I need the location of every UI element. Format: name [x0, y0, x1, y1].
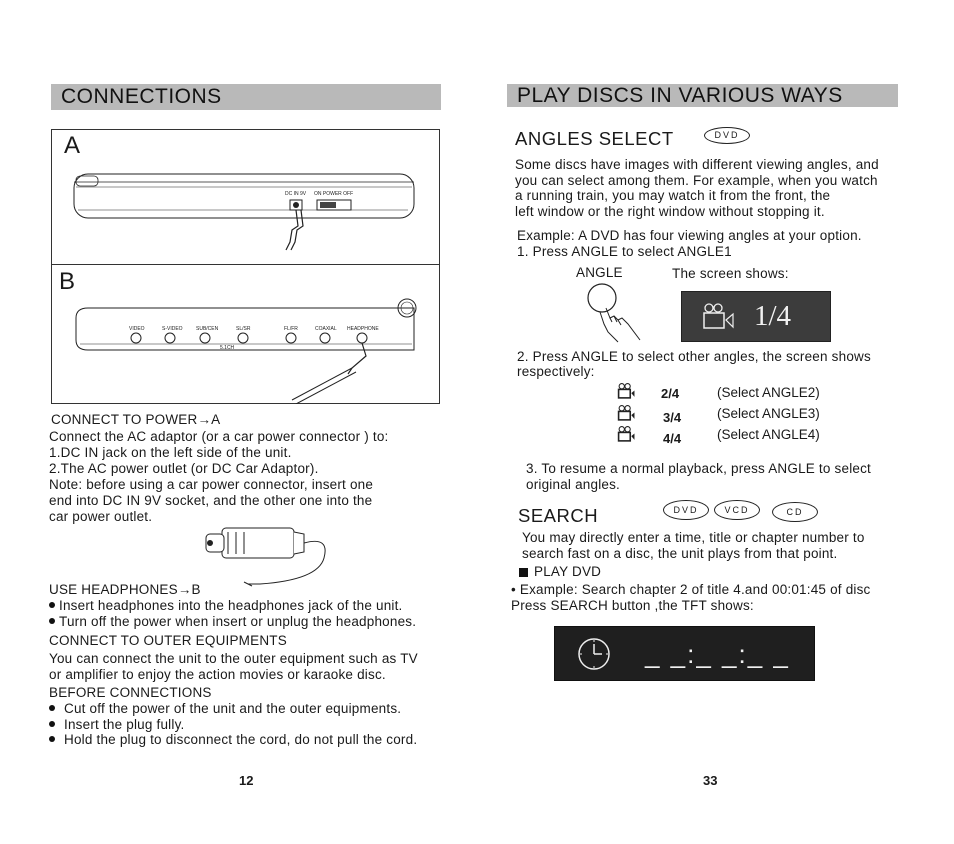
power-line-4: Note: before using a car power connector, insert one — [49, 477, 374, 492]
bullet-icon — [49, 602, 55, 608]
play-discs-header-text: PLAY DISCS IN VARIOUS WAYS — [517, 84, 843, 107]
angle-button-label: ANGLE — [576, 265, 623, 280]
camera-icon — [617, 382, 635, 400]
panel-b-letter: B — [59, 268, 76, 295]
vcd-badge: VCD — [714, 500, 760, 520]
headphones-bullet-1-text: Insert headphones into the headphones jack of the unit. — [59, 598, 403, 613]
angle-button-icon — [588, 284, 616, 312]
dvd-badge: DVD — [663, 500, 709, 520]
angles-intro-1: Some discs have images with different viewing angles, and — [515, 157, 879, 172]
angles-intro-2: you can select among them. For example, when you watch — [515, 173, 878, 188]
angles-intro-4: left window or the right window without stopping it. — [515, 204, 825, 219]
power-title-suffix: A — [211, 412, 221, 427]
before-bullet-2 — [49, 717, 184, 733]
headphones-section-title — [49, 582, 201, 598]
power-title-text: CONNECT TO POWER — [51, 412, 198, 427]
tft-search-display — [554, 626, 815, 681]
angle-row-value: 4/4 — [663, 431, 682, 446]
angle-row — [617, 425, 847, 445]
outer-section-title: CONNECT TO OUTER EQUIPMENTS — [49, 633, 287, 648]
example-line-1: Example: A DVD has four viewing angles at your option. — [517, 228, 862, 243]
port-label-slsr: SL/SR — [236, 326, 251, 332]
dc-in-label: DC IN 9V — [285, 191, 307, 197]
angle-row — [617, 404, 847, 424]
port-label-headphone: HEADPHONE — [347, 326, 379, 332]
camera-icon — [617, 404, 635, 422]
angle-screen-value: 1/4 — [754, 300, 792, 332]
angle-row-value: 3/4 — [663, 410, 682, 425]
play-dvd-text: PLAY DVD — [534, 564, 602, 579]
power-line-2: 1.DC IN jack on the left side of the unit. — [49, 445, 292, 460]
step2-line-1: 2. Press ANGLE to select other angles, the screen shows — [517, 349, 871, 364]
angle-row-desc: (Select ANGLE4) — [717, 427, 820, 442]
power-line-3: 2.The AC power outlet (or DC Car Adaptor). — [49, 461, 319, 476]
angles-intro-3: a running train, you may watch it from the front, the — [515, 188, 831, 203]
connections-header — [51, 84, 441, 110]
bullet-icon: • — [511, 582, 520, 597]
angle-row-desc: (Select ANGLE2) — [717, 385, 820, 400]
right-page-number: 33 — [703, 773, 718, 788]
bullet-icon — [49, 721, 55, 727]
outer-line-2: or amplifier to enjoy the action movies or karaoke disc. — [49, 667, 386, 682]
before-bullet-1 — [49, 701, 401, 717]
power-section-title — [51, 412, 220, 428]
square-bullet-icon — [519, 568, 528, 577]
angle-button-press-drawing — [584, 282, 656, 344]
search-line-1: You may directly enter a time, title or chapter number to — [522, 530, 865, 545]
step3-line-1: 3. To resume a normal playback, press ANGLE to select — [526, 461, 872, 476]
device-side-a-drawing — [52, 130, 439, 263]
search-line-2: search fast on a disc, the unit plays from that point. — [522, 546, 838, 561]
before-section-title: BEFORE CONNECTIONS — [49, 685, 212, 700]
power-line-6: car power outlet. — [49, 509, 153, 524]
step2-line-2: respectively: — [517, 364, 595, 379]
headphones-bullet-2-text: Turn off the power when insert or unplug the headphones. — [59, 614, 417, 629]
before-bullet-3 — [49, 732, 417, 748]
search-example-2: Press SEARCH button ,the TFT shows: — [511, 598, 754, 613]
outer-line-1: You can connect the unit to the outer equipment such as TV — [49, 651, 418, 666]
angles-section-title: ANGLES SELECT — [515, 128, 674, 149]
panel-a-letter: A — [64, 132, 81, 159]
port-labels — [129, 326, 379, 351]
device-side-b-drawing — [52, 264, 439, 404]
angle-row-value: 2/4 — [661, 386, 680, 401]
port-label-coaxial: COAXIAL — [315, 326, 337, 332]
power-line-5: end into DC IN 9V socket, and the other one into the — [49, 493, 373, 508]
port-label-flfr: FL/FR — [284, 326, 298, 332]
clock-icon — [577, 637, 611, 671]
dvd-badge: DVD — [704, 127, 750, 144]
port-label-svideo: S-VIDEO — [162, 326, 183, 332]
example-line-2: 1. Press ANGLE to select ANGLE1 — [517, 244, 732, 259]
angle-screen-display — [681, 291, 831, 342]
camera-icon — [617, 425, 635, 443]
bullet-icon — [49, 736, 55, 742]
camera-icon — [702, 303, 736, 331]
headphones-title-text: USE HEADPHONES — [49, 582, 178, 597]
arrow-right-icon: → — [197, 412, 212, 427]
before-bullet-1-text: Cut off the power of the unit and the outer equipments. — [64, 701, 402, 716]
angle-row-desc: (Select ANGLE3) — [717, 406, 820, 421]
play-discs-header — [507, 84, 898, 107]
left-page-number: 12 — [239, 773, 254, 788]
arrow-right-icon: → — [177, 582, 192, 597]
before-bullet-2-text: Insert the plug fully. — [64, 717, 185, 732]
port-label-subcen: SUB/CEN — [196, 326, 219, 332]
play-dvd-heading — [519, 564, 601, 580]
connections-header-text: CONNECTIONS — [61, 85, 222, 108]
headphones-bullet-1 — [49, 598, 403, 614]
before-bullet-3-text: Hold the plug to disconnect the cord, do not pull the cord. — [64, 732, 418, 747]
power-switch-label: ON POWER OFF — [314, 191, 354, 197]
search-example-1 — [511, 582, 871, 598]
headphones-title-suffix: B — [191, 582, 201, 597]
search-section-title: SEARCH — [518, 505, 599, 526]
bullet-icon — [49, 618, 55, 624]
angle-row — [617, 382, 847, 402]
device-illustration — [51, 129, 440, 404]
search-example-1-text: Example: Search chapter 2 of title 4.and 00:01:45 of disc — [519, 582, 871, 597]
power-line-1: Connect the AC adaptor (or a car power connector ) to: — [49, 429, 389, 444]
bullet-icon — [49, 705, 55, 711]
port-label-51ch: 5.1CH — [220, 345, 235, 351]
screen-shows-label: The screen shows: — [672, 266, 789, 281]
port-label-video: VIDEO — [129, 326, 145, 332]
cd-badge: CD — [772, 502, 818, 522]
car-adaptor-drawing — [200, 518, 370, 590]
tft-time-value: _ _:_ _:_ _ — [645, 639, 790, 669]
step3-line-2: original angles. — [526, 477, 621, 492]
headphones-bullet-2 — [49, 614, 416, 630]
